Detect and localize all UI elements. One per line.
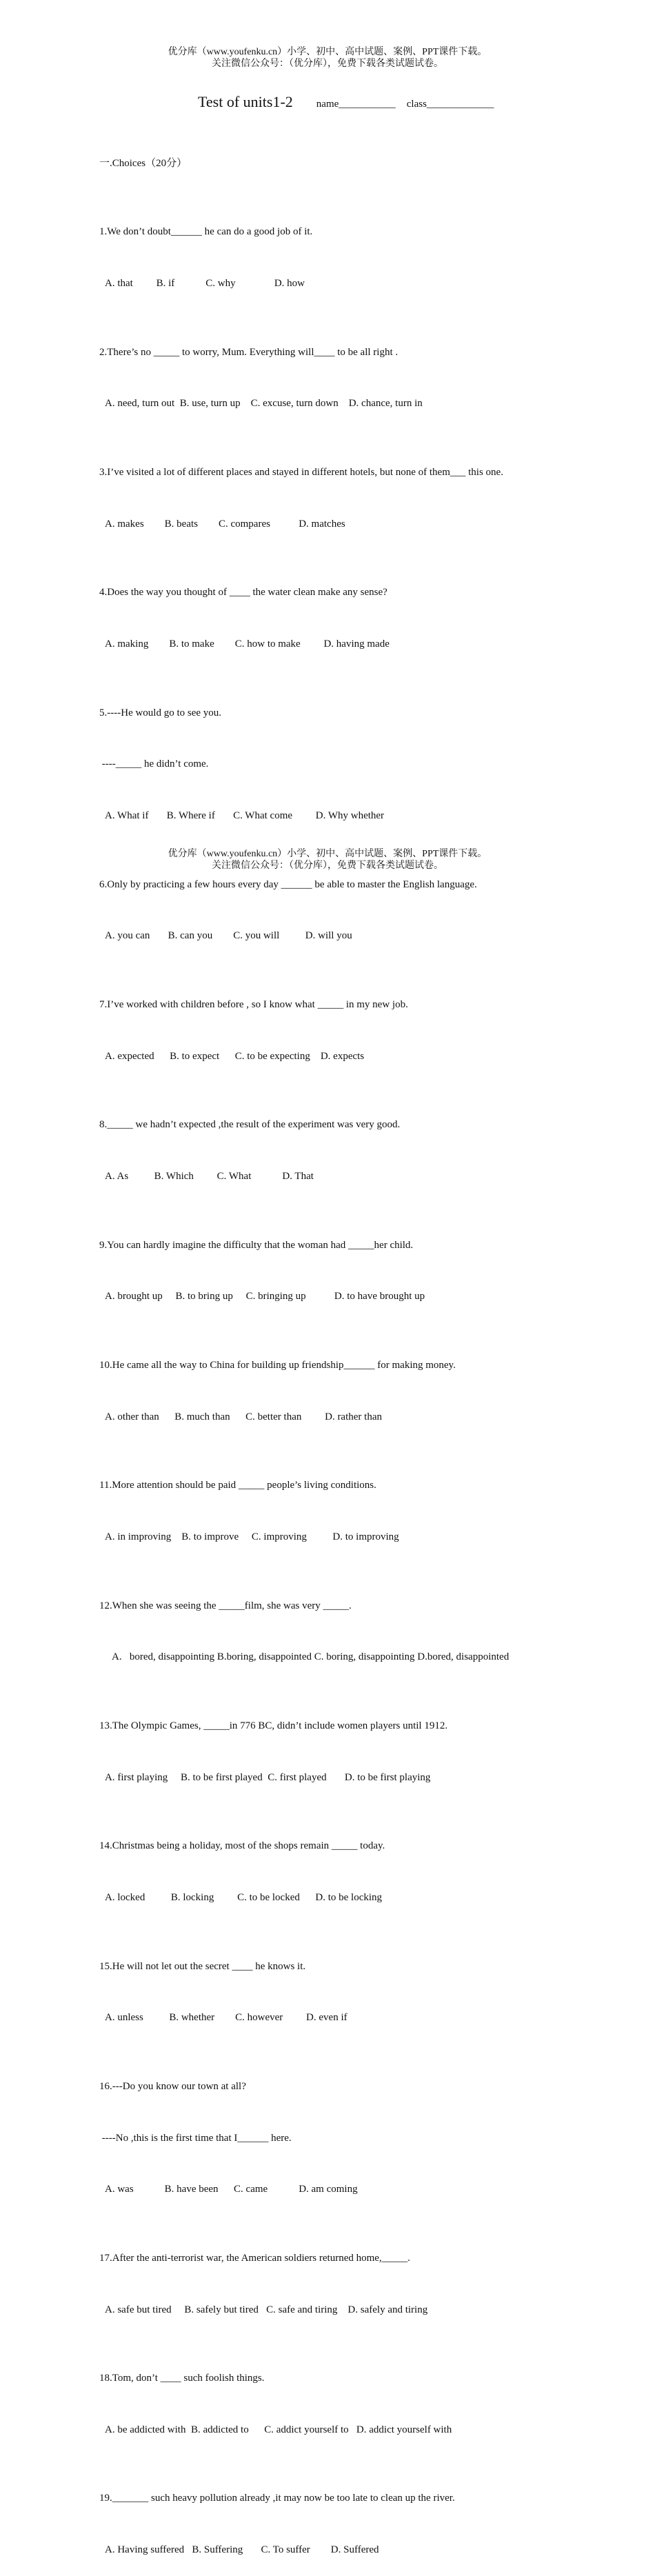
question-7: 7.I’ve worked with children before , so I know what _____ in my new job. [99, 999, 408, 1010]
question-3-options: A. makes B. beats C. compares D. matches [105, 518, 345, 530]
question-14: 14.Christmas being a holiday, most of the shops remain _____ today. [99, 1840, 385, 1852]
question-12: 12.When she was seeing the _____film, she was very _____. [99, 1600, 352, 1611]
question-5-reply: ----_____ he didn’t come. [99, 758, 209, 770]
question-4-options: A. making B. to make C. how to make D. having made [105, 638, 390, 650]
question-19-options: A. Having suffered B. Suffering C. To suffer D. Suffered [105, 2544, 379, 2556]
question-9-options: A. brought up B. to bring up C. bringing up D. to have brought up [105, 1291, 425, 1302]
question-14-options: A. locked B. locking C. to be locked D. to be locking [105, 1891, 383, 1903]
question-16-reply: ----No ,this is the first time that I______ here. [99, 2132, 292, 2144]
question-11: 11.More attention should be paid _____ people’s living conditions. [99, 1480, 376, 1491]
page-footer [0, 848, 655, 872]
question-8: 8._____ we hadn’t expected ,the result of the experiment was very good. [99, 1119, 401, 1131]
question-2: 2.There’s no _____ to worry, Mum. Everything will____ to be all right . [99, 346, 399, 358]
question-10-options: A. other than B. much than C. better than D. rather than [105, 1411, 382, 1422]
question-15: 15.He will not let out the secret ____ he knows it. [99, 1960, 306, 1972]
question-12-options: A. bored, disappointing B.boring, disappointed C. boring, disappointing D.bored, disappointed [112, 1651, 510, 1663]
header-line-2: 关注微信公众号：（优分库），免费下载各类试题试卷。 [212, 59, 443, 69]
question-16-options: A. was B. have been C. came D. am coming [105, 2184, 358, 2195]
question-6: 6.Only by practicing a few hours every day ______ be able to master the English language. [99, 878, 477, 890]
question-18: 18.Tom, don’t ____ such foolish things. [99, 2373, 265, 2384]
page-header [0, 46, 655, 70]
question-11-options: A. in improving B. to improve C. improving D. to improving [105, 1531, 399, 1542]
page-title: Test of units1-2 [198, 93, 293, 110]
question-19: 19._______ such heavy pollution already ,it may now be too late to clean up the river. [99, 2493, 455, 2504]
section-heading: 一.Choices（20分） [99, 157, 188, 169]
question-5: 5.----He would go to see you. [99, 707, 222, 718]
question-3: 3.I’ve visited a lot of different places and stayed in different hotels, but none of them___ this one. [99, 467, 503, 479]
title-row [198, 93, 494, 111]
footer-line-2: 关注微信公众号：（优分库），免费下载各类试题试卷。 [212, 861, 443, 871]
question-9: 9.You can hardly imagine the difficulty that the woman had _____her child. [99, 1239, 414, 1251]
name-field: name___________ [316, 99, 396, 110]
question-5-options: A. What if B. Where if C. What come D. Why whether [105, 810, 385, 822]
footer-line-1: 优分库（www.youfenku.cn）小学、初中、高中试题、案例、PPT课件下载。 [168, 849, 487, 859]
question-list [99, 121, 582, 2576]
question-7-options: A. expected B. to expect C. to be expecting D. expects [105, 1050, 365, 1062]
question-17-options: A. safe but tired B. safely but tired C. safe and tiring D. safely and tiring [105, 2304, 428, 2315]
question-1-options: A. that B. if C. why D. how [105, 278, 305, 290]
question-18-options: A. be addicted with B. addicted to C. addict yourself to D. addict yourself with [105, 2424, 452, 2435]
question-2-options: A. need, turn out B. use, turn up C. excuse, turn down D. chance, turn in [105, 398, 423, 410]
question-13-options: A. first playing B. to be first played C. first played D. to be first playing [105, 1771, 431, 1783]
question-15-options: A. unless B. whether C. however D. even if [105, 2012, 347, 2024]
question-17: 17.After the anti-terrorist war, the American soldiers returned home,_____. [99, 2252, 410, 2264]
question-13: 13.The Olympic Games, _____in 776 BC, didn’t include women players until 1912. [99, 1720, 448, 1731]
question-4: 4.Does the way you thought of ____ the water clean make any sense? [99, 587, 387, 598]
question-6-options: A. you can B. can you C. you will D. will you [105, 930, 352, 942]
question-1: 1.We don’t doubt______ he can do a good job of it. [99, 226, 313, 238]
question-10: 10.He came all the way to China for building up friendship______ for making money. [99, 1359, 456, 1371]
class-field: class_____________ [406, 99, 494, 110]
header-line-1: 优分库（www.youfenku.cn）小学、初中、高中试题、案例、PPT课件下载。 [168, 47, 487, 57]
question-16: 16.---Do you know our town at all? [99, 2080, 246, 2092]
question-8-options: A. As B. Which C. What D. That [105, 1171, 314, 1183]
